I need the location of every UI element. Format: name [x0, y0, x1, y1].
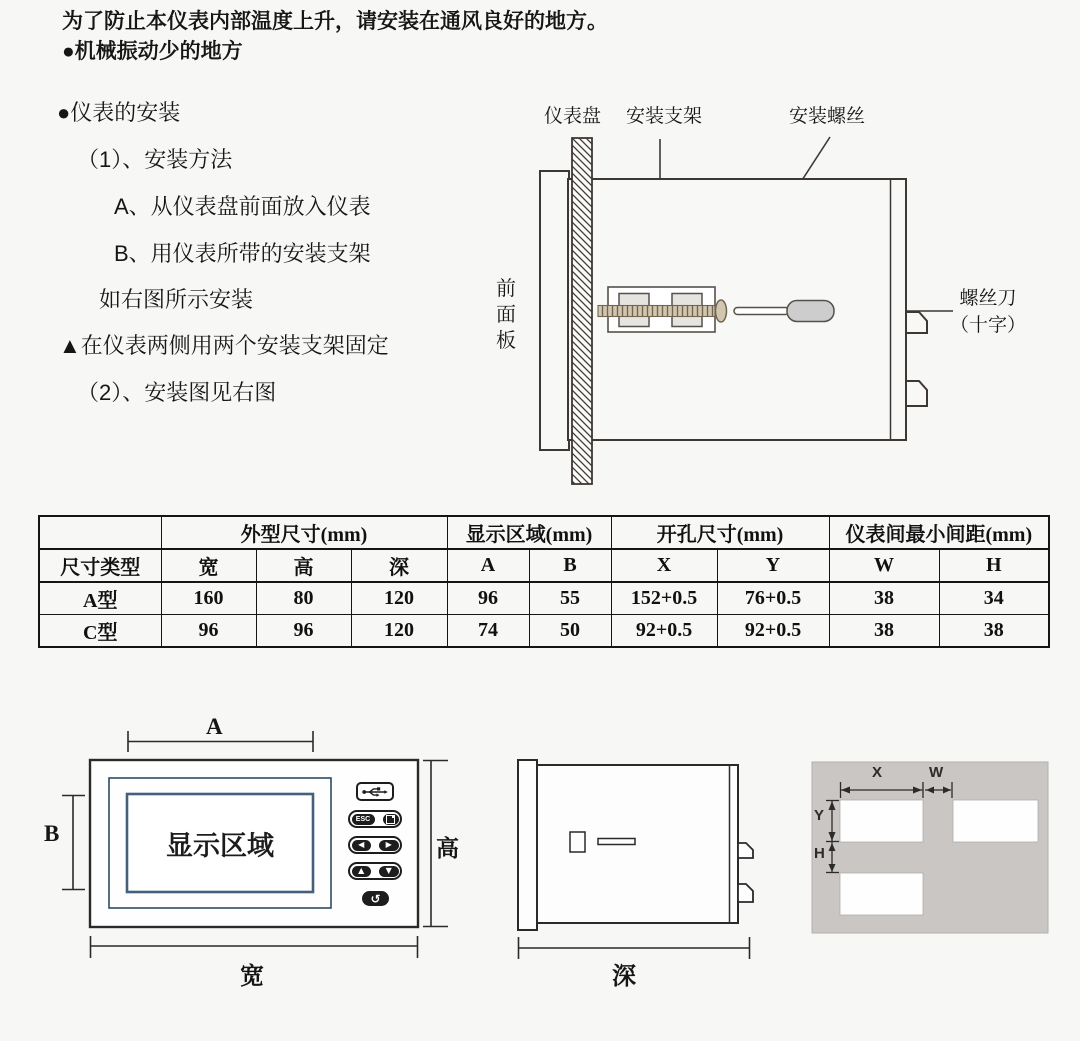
side-view-diagram — [505, 745, 775, 980]
install-step1: （1）、安装方法 — [77, 147, 233, 172]
dim-x-label: X — [872, 764, 883, 781]
page-icon — [386, 815, 395, 824]
col-header: 高 — [256, 549, 351, 582]
cell: 50 — [529, 615, 611, 648]
label-front-panel: 前面板 — [496, 278, 516, 352]
table-group-header-row — [39, 516, 1049, 549]
install-step1a: A、从仪表盘前面放入仪表 — [114, 194, 371, 219]
col-header: 尺寸类型 — [39, 549, 161, 582]
cutout-layout-diagram — [810, 758, 1052, 938]
dim-height-label: 高 — [436, 836, 459, 861]
intro-line-1: 为了防止本仪表内部温度上升，请安装在通风良好的地方。 — [62, 10, 608, 33]
down-arrow-icon: ▼ — [385, 866, 392, 875]
down-key — [379, 866, 399, 877]
up-down-button — [348, 862, 402, 880]
side-latch-bottom — [738, 884, 753, 902]
dim-b-label: B — [44, 821, 60, 846]
cell: 55 — [529, 582, 611, 615]
dim-y-label: Y — [814, 807, 825, 824]
display-area-label: 显示区域 — [166, 830, 274, 861]
cell: 160 — [161, 582, 256, 615]
side-latch-top — [738, 843, 753, 858]
cutout-hole-top-left — [840, 800, 923, 842]
up-key — [352, 866, 372, 877]
enter-button — [362, 891, 389, 906]
usb-button — [356, 782, 394, 801]
cell: 38 — [829, 615, 939, 648]
cell: 152+0.5 — [611, 582, 717, 615]
dim-w-label: W — [929, 764, 944, 781]
table-row-type-a — [39, 582, 1049, 615]
cell: 76+0.5 — [717, 582, 829, 615]
install-step1b: B、用仪表所带的安装支架 — [114, 241, 371, 266]
cell: 34 — [939, 582, 1049, 615]
cutout-hole-bottom-left — [840, 873, 923, 915]
cell: 38 — [939, 615, 1049, 648]
cell: 96 — [161, 615, 256, 648]
esc-page-button — [348, 810, 402, 828]
key-gap — [375, 814, 383, 825]
group-header-outline: 外型尺寸(mm) — [161, 516, 447, 549]
front-panel-plate — [540, 171, 569, 450]
intro-line-2: ●机械振动少的地方 — [62, 40, 243, 63]
install-step2: （2）、安装图见右图 — [77, 380, 277, 405]
col-header: A — [447, 549, 529, 582]
table-column-header-row — [39, 549, 1049, 582]
group-header-cutout: 开孔尺寸(mm) — [611, 516, 829, 549]
install-note-warning: ▲在仪表两侧用两个安装支架固定 — [59, 333, 389, 358]
rear-latch-top — [906, 312, 927, 333]
left-right-button — [348, 836, 402, 854]
left-key — [352, 840, 372, 851]
right-key — [379, 840, 399, 851]
dimension-table — [38, 515, 1050, 648]
page-key — [383, 814, 399, 825]
screwdriver-shaft — [734, 308, 789, 315]
esc-key — [352, 814, 375, 825]
key-gap — [371, 840, 379, 851]
cutout-hole-top-right — [953, 800, 1038, 842]
col-header: X — [611, 549, 717, 582]
dim-depth-label: 深 — [612, 964, 636, 990]
enter-icon: ↺ — [370, 891, 381, 906]
screw-rod — [598, 306, 715, 317]
cell: A型 — [39, 582, 161, 615]
dim-h-label: H — [814, 845, 825, 862]
panel-wall-hatched — [572, 138, 592, 484]
cell: 74 — [447, 615, 529, 648]
side-view-body — [537, 765, 738, 923]
label-mounting-screw: 安装螺丝 — [789, 106, 866, 127]
group-header-spacing: 仪表间最小间距(mm) — [829, 516, 1049, 549]
table-corner-cell — [39, 516, 161, 549]
col-header: W — [829, 549, 939, 582]
installation-diagram — [480, 95, 1080, 495]
cell: 92+0.5 — [611, 615, 717, 648]
cell: 96 — [256, 615, 351, 648]
cell: 92+0.5 — [717, 615, 829, 648]
label-screwdriver-line2: （十字） — [949, 315, 1026, 336]
cell: 120 — [351, 582, 447, 615]
label-instrument-panel: 仪表盘 — [544, 106, 602, 127]
label-screwdriver-line1: 螺丝刀 — [959, 288, 1017, 309]
col-header: H — [939, 549, 1049, 582]
screwdriver-handle — [787, 301, 834, 322]
cell: 120 — [351, 615, 447, 648]
cell: 38 — [829, 582, 939, 615]
up-arrow-icon: ▲ — [358, 866, 365, 875]
col-header: Y — [717, 549, 829, 582]
install-note-follow: 如右图所示安装 — [99, 287, 254, 312]
screw-head — [716, 300, 727, 322]
label-mounting-bracket: 安装支架 — [626, 106, 703, 127]
rear-latch-bottom — [906, 381, 927, 406]
cell: 96 — [447, 582, 529, 615]
table-row-type-c — [39, 615, 1049, 648]
usb-icon — [362, 786, 388, 798]
cell: 80 — [256, 582, 351, 615]
right-arrow-icon: ▶ — [385, 840, 392, 849]
side-view-bezel — [518, 760, 537, 930]
col-header: B — [529, 549, 611, 582]
dim-a-label: A — [206, 714, 223, 739]
install-title: ●仪表的安装 — [57, 100, 181, 125]
left-arrow-icon: ◀ — [358, 840, 365, 849]
key-gap — [371, 866, 379, 877]
col-header: 宽 — [161, 549, 256, 582]
cell: C型 — [39, 615, 161, 648]
col-header: 深 — [351, 549, 447, 582]
dim-width-label: 宽 — [240, 964, 264, 990]
group-header-display: 显示区域(mm) — [447, 516, 611, 549]
esc-key-label: ESC — [355, 815, 371, 823]
